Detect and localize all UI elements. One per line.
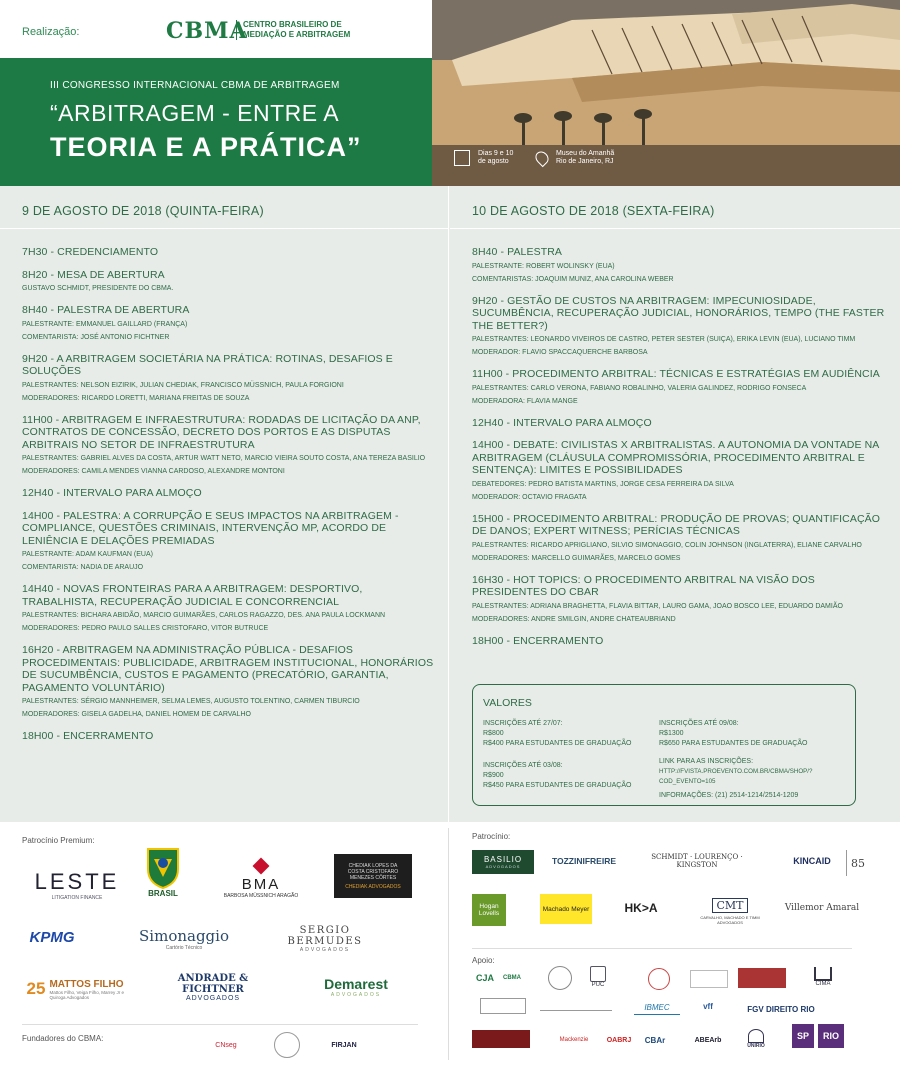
agenda-item bbox=[472, 439, 886, 503]
title-band bbox=[0, 58, 432, 186]
day1-heading: 9 DE AGOSTO DE 2018 (QUINTA-FEIRA) bbox=[22, 204, 264, 218]
cima-logo bbox=[808, 964, 838, 990]
support-logo-e-mark: vff bbox=[703, 1001, 713, 1011]
agenda-item-moderators: MODERADORES: GISELA GADELHA, DANIEL HOMEM DE CARVALHO bbox=[22, 711, 251, 718]
hka-logo bbox=[616, 898, 666, 918]
registration-link-label: LINK PARA AS INSCRIÇÕES: bbox=[659, 758, 754, 765]
agenda-item bbox=[22, 730, 434, 743]
founder-seal-icon bbox=[274, 1032, 300, 1058]
museum-photo bbox=[432, 0, 900, 186]
agenda-item bbox=[472, 513, 886, 564]
support-label: Apoio: bbox=[472, 956, 495, 965]
agenda-item-title: 11H00 - ARBITRAGEM E INFRAESTRUTURA: RODADAS DE LICITAÇÃO DA ANP, CONTRATOS DE CONCESSÃO, DECRETO DOS PORTOS E AS DISPUTAS ARBITRAIS NO SETOR DE INFRAESTRUTURA bbox=[22, 413, 421, 451]
registration-info bbox=[659, 757, 855, 801]
header bbox=[0, 0, 900, 186]
agenda-item-speakers: PALESTRANTES: BICHARA ABIDÃO, MARCIO GUIMARÃES, CARLOS RAGAZZO, DES. ANA PAULA LOCKMANN bbox=[22, 612, 386, 619]
agenda-item-title: 8H20 - MESA DE ABERTURA bbox=[22, 268, 165, 281]
ibmec-name: IBMEC bbox=[644, 1002, 670, 1012]
demarest-name: Demarest bbox=[324, 976, 388, 992]
agenda-item-speakers: GUSTAVO SCHMIDT, PRESIDENTE DO CBMA. bbox=[22, 285, 174, 292]
agenda-item-title: 8H40 - PALESTRA bbox=[472, 246, 563, 258]
event-date bbox=[454, 150, 513, 166]
agenda-item-title: 14H00 - DEBATE: CIVILISTAS X ARBITRALISTAS. A AUTONOMIA DA VONTADE NA ARBITRAGEM (CLÁUSULA COMPROMISSÓRIA, PROCEDIMENTO ARBITRAL E SENTENÇA): LIMITES E POSSIBILIDADES bbox=[472, 439, 879, 476]
price-deadline: INSCRIÇÕES ATÉ 27/07: bbox=[483, 720, 563, 727]
cbma-sub-line1: CENTRO BRASILEIRO DE bbox=[243, 20, 342, 29]
schmidt-logo bbox=[636, 852, 758, 870]
price-value: R$800 bbox=[483, 730, 504, 737]
puc-logo bbox=[586, 964, 610, 990]
mattos-25-mark: 25 bbox=[26, 979, 46, 998]
chediak-logo bbox=[334, 854, 412, 898]
agenda-item-speakers: PALESTRANTES: GABRIEL ALVES DA COSTA, ARTUR WATT NETO, MARCIO VIEIRA SOUTO COSTA, ANA TEREZA BASILIO bbox=[22, 455, 426, 462]
sponsors-label: Patrocínio: bbox=[472, 832, 511, 841]
price-student: R$450 PARA ESTUDANTES DE GRADUAÇÃO bbox=[483, 782, 632, 789]
leste-tagline: LITIGATION FINANCE bbox=[51, 895, 103, 901]
founders-label: Fundadores do CBMA: bbox=[22, 1034, 104, 1043]
anniversary-logo bbox=[846, 850, 869, 876]
agenda-item-speakers: PALESTRANTES: SÉRGIO MANNHEIMER, SELMA LEMES, AUGUSTO TOLENTINO, CARMEN TIBURCIO bbox=[22, 698, 360, 705]
day2-separator bbox=[450, 228, 900, 229]
price-student: R$400 PARA ESTUDANTES DE GRADUAÇÃO bbox=[483, 740, 632, 747]
price-value: R$1300 bbox=[659, 730, 684, 737]
cmt-logo bbox=[694, 894, 766, 928]
agenda-item-moderators: COMENTARISTAS: JOAQUIM MUNIZ, ANA CAROLINA WEBER bbox=[472, 275, 674, 283]
kpmg-name: KPMG bbox=[29, 928, 75, 946]
support-logo-a bbox=[690, 970, 728, 988]
location-pin-icon bbox=[533, 149, 551, 167]
support-logo-b bbox=[738, 968, 786, 988]
agenda-item-speakers: DEBATEDORES: PEDRO BATISTA MARTINS, JORGE CESA FERREIRA DA SILVA bbox=[472, 480, 734, 488]
day1-column bbox=[0, 186, 449, 822]
apoio-divider bbox=[472, 948, 852, 949]
agenda-item bbox=[22, 644, 434, 720]
agenda-item-title: 16H20 - ARBITRAGEM NA ADMINISTRAÇÃO PÚBLICA - DESAFIOS PROCEDIMENTAIS: PUBLICIDADE, ARBITRAGEM INSTITUCIONAL, HONORÁRIOS DE SUCUMBÊNCIA, CUSTOS E PAGAMENTO (PRECATÓRIO, GARANTIA, PAGAMENTO VOLUNTÁRIO) bbox=[22, 644, 434, 694]
event-place-line1: Museu do Amanhã bbox=[555, 150, 615, 157]
mattos-name: MATTOS FILHO bbox=[49, 978, 124, 990]
price-deadline: INSCRIÇÕES ATÉ 03/08: bbox=[483, 762, 563, 769]
cbma-small-name: CBMA bbox=[503, 975, 521, 981]
fgv-name: FGV DIREITO RIO bbox=[747, 1004, 815, 1014]
cbf-name: BRASIL bbox=[148, 888, 178, 898]
cbma-subtitle bbox=[236, 20, 363, 40]
agenda-item-title: 9H20 - GESTÃO DE CUSTOS NA ARBITRAGEM: IMPECUNIOSIDADE, SUCUMBÊNCIA, RECUPERAÇÃO JUDICIAL, HONORÁRIOS, TEMPO (THE FASTER THE BETTER?) bbox=[472, 294, 885, 332]
price-deadline: INSCRIÇÕES ATÉ 09/08: bbox=[659, 720, 739, 727]
agenda-item bbox=[22, 246, 434, 259]
premium-sponsors-label: Patrocínio Premium: bbox=[22, 836, 95, 845]
contact-info: INFORMAÇÕES: (21) 2514-1214/2514-1209 bbox=[659, 792, 799, 799]
agenda-item-moderators: MODERADORA: FLAVIA MANGE bbox=[472, 397, 578, 405]
agenda-item bbox=[22, 583, 434, 634]
day2-items bbox=[472, 246, 886, 657]
mackenzie-name: Mackenzie bbox=[559, 1037, 589, 1043]
cbar-logo bbox=[640, 1030, 670, 1050]
agenda-item-title: 11H00 - PROCEDIMENTO ARBITRAL: TÉCNICAS E ESTRATÉGIAS EM AUDIÊNCIA bbox=[472, 368, 880, 380]
header-left bbox=[0, 0, 432, 186]
sergio-bermudes-logo bbox=[260, 926, 390, 952]
day1-items bbox=[22, 246, 434, 753]
price-block-0908 bbox=[659, 719, 807, 749]
agenda-item bbox=[22, 353, 434, 404]
calendar-icon bbox=[454, 150, 470, 166]
agenda-item-speakers: PALESTRANTE: EMMANUEL GAILLARD (FRANÇA) bbox=[22, 320, 188, 328]
agenda-item-moderators: MODERADORES: CAMILA MENDES VIANNA CARDOSO, ALEXANDRE MONTONI bbox=[22, 468, 285, 475]
sponsors-section bbox=[0, 822, 900, 1066]
support-logo-e bbox=[696, 996, 720, 1016]
agenda-item-speakers: PALESTRANTES: RICARDO APRIGLIANO, SILVIO SIMONAGGIO, COLIN JOHNSON (INGLATERRA), ELIANE CARVALHO bbox=[472, 541, 862, 549]
agenda-item-moderators: MODERADORES: PEDRO PAULO SALLES CRISTOFARO, VITOR BUTRUCE bbox=[22, 625, 269, 632]
oabrj-logo bbox=[604, 1032, 634, 1048]
oabrj-name: OABRJ bbox=[606, 1036, 632, 1044]
price-block-0727 bbox=[483, 719, 631, 749]
cbf-logo bbox=[140, 836, 186, 906]
mattos-filho-logo bbox=[16, 972, 140, 1006]
abearb-name: ABEArb bbox=[694, 1036, 722, 1044]
bma-diamond-icon bbox=[253, 857, 270, 874]
hka-name: HK>A bbox=[624, 901, 658, 915]
andrade-name: ANDRADE & FICHTNER bbox=[177, 972, 249, 995]
abearb-logo bbox=[688, 1032, 728, 1048]
mackenzie-logo bbox=[548, 1032, 600, 1048]
firjan-name: FIRJAN bbox=[331, 1041, 357, 1049]
chediak-name: CHEDIAK LOPES DA COSTA CRISTOFARO MENEZES CÔRTES bbox=[347, 862, 399, 881]
kincaid-logo bbox=[782, 852, 842, 870]
rio-name: RIO bbox=[822, 1031, 839, 1041]
agenda-item-title: 18H00 - ENCERRAMENTO bbox=[22, 730, 154, 742]
event-date-line2: de agosto bbox=[477, 158, 509, 165]
cbf-shield-icon bbox=[146, 845, 180, 889]
agenda-item-moderators: MODERADORES: MARCELLO GUIMARÃES, MARCELO GOMES bbox=[472, 554, 681, 562]
anniversary-85: 85 bbox=[851, 856, 865, 870]
agenda-item-title: 12H40 - INTERVALO PARA ALMOÇO bbox=[22, 487, 202, 499]
bermudes-sub: ADVOGADOS bbox=[299, 947, 351, 953]
agenda-item-speakers: PALESTRANTES: LEONARDO VIVEIROS DE CASTRO, PETER SESTER (SUIÇA), ERIKA LEVIN (EUA), LUCIANO TIMM bbox=[472, 336, 856, 343]
demarest-sub: ADVOGADOS bbox=[330, 992, 382, 998]
congress-name: III CONGRESSO INTERNACIONAL CBMA DE ARBITRAGEM bbox=[50, 80, 340, 91]
agenda-item bbox=[472, 635, 886, 648]
event-title-line2: TEORIA E A PRÁTICA” bbox=[50, 132, 362, 162]
support-logo-d bbox=[540, 1000, 612, 1011]
chediak-sub: CHEDIAK ADVOGADOS bbox=[345, 883, 401, 890]
leste-logo bbox=[22, 868, 132, 902]
rio-logo bbox=[818, 1024, 844, 1048]
simonaggio-logo bbox=[134, 924, 234, 954]
cja-logo bbox=[472, 968, 498, 988]
demarest-logo bbox=[302, 972, 410, 1002]
agenda-item-moderators: MODERADOR: FLAVIO SPACCAQUERCHE BARBOSA bbox=[472, 349, 648, 356]
bermudes-name: SERGIO BERMUDES bbox=[287, 925, 363, 947]
support-logo-c bbox=[480, 998, 526, 1014]
agenda-item bbox=[472, 295, 886, 359]
cmt-name: CMT bbox=[712, 898, 747, 913]
price-value: R$900 bbox=[483, 772, 504, 779]
kincaid-name: KINCAID bbox=[793, 856, 831, 866]
cmt-sub: CARVALHO, MACHADO E TIMM ADVOGADOS bbox=[700, 914, 760, 925]
tozzini-name: TOZZINIFREIRE bbox=[551, 856, 617, 866]
price-student: R$650 PARA ESTUDANTES DE GRADUAÇÃO bbox=[659, 740, 808, 747]
agenda-item bbox=[472, 417, 886, 430]
agenda-item-speakers: PALESTRANTES: CARLO VERONA, FABIANO ROBALINHO, VALERIA GALINDEZ, RODRIGO FONSECA bbox=[472, 384, 807, 392]
agenda-item bbox=[22, 269, 434, 295]
tozzinifreire-logo bbox=[546, 852, 622, 870]
agenda-item-title: 12H40 - INTERVALO PARA ALMOÇO bbox=[472, 416, 652, 429]
agenda-item bbox=[22, 510, 434, 574]
kpmg-logo bbox=[22, 926, 82, 948]
agenda-item-title: 9H20 - A ARBITRAGEM SOCIETÁRIA NA PRÁTICA: ROTINAS, DESAFIOS E SOLUÇÕES bbox=[22, 352, 393, 377]
day2-heading: 10 DE AGOSTO DE 2018 (SEXTA-FEIRA) bbox=[472, 204, 715, 218]
sponsors-divider bbox=[448, 828, 449, 1060]
day2-column bbox=[450, 186, 900, 822]
cbma-sub-line2: MEDIAÇÃO E ARBITRAGEM bbox=[243, 30, 351, 39]
cnseg-name: CNseg bbox=[215, 1041, 237, 1049]
agenda-item-moderators: MODERADORES: ANDRE SMILGIN, ANDRE CHATEAUBRIAND bbox=[472, 615, 676, 623]
cnseg-logo bbox=[206, 1034, 246, 1056]
agenda-item-speakers: PALESTRANTES: NELSON EIZIRIK, JULIAN CHEDIAK, FRANCISCO MÜSSNICH, PAULA FORGIONI bbox=[22, 381, 344, 389]
puc-crest-icon bbox=[590, 966, 606, 982]
agenda-item-title: 18H00 - ENCERRAMENTO bbox=[472, 634, 604, 647]
machado-meyer-logo bbox=[540, 894, 592, 924]
event-title-line1: “ARBITRAGEM - ENTRE A bbox=[50, 100, 340, 126]
cima-mark-icon bbox=[814, 967, 832, 981]
schmidt-name: SCHMIDT · LOURENÇO · KINGSTON bbox=[651, 853, 743, 869]
agenda-item-moderators: MODERADOR: OCTAVIO FRAGATA bbox=[472, 493, 587, 501]
registration-link[interactable]: HTTP://FVISTA.PROEVENTO.COM.BR/CBMA/SHOP/?COD_EVENTO=105 bbox=[659, 768, 813, 785]
cima-name: CIMA bbox=[815, 981, 831, 987]
cbma-small-logo bbox=[500, 970, 524, 986]
agenda-item-title: 16H30 - HOT TOPICS: O PROCEDIMENTO ARBITRAL NA VISÃO DOS PRESIDENTES DO CBAR bbox=[472, 573, 815, 598]
cbar-name: CBAr bbox=[644, 1035, 666, 1045]
agenda-item-speakers: PALESTRANTE: ADAM KAUFMAN (EUA) bbox=[22, 551, 153, 558]
event-place-line2: Rio de Janeiro, RJ bbox=[555, 158, 614, 165]
schedule bbox=[0, 186, 900, 822]
agenda-item-moderators: COMENTARISTA: NADIA DE ARAUJO bbox=[22, 564, 144, 571]
basilio-name: BASILIO bbox=[483, 855, 523, 864]
mattos-sub: Mattos Filho, Veiga Filho, Marrey Jr e Quiroga Advogados bbox=[49, 989, 124, 1000]
event-place bbox=[536, 150, 614, 166]
cja-name: CJA bbox=[475, 973, 494, 983]
simonaggio-sub: Cartório Técnico bbox=[165, 945, 203, 951]
agenda-item-title: 7H30 - CREDENCIAMENTO bbox=[22, 246, 159, 258]
basilio-logo bbox=[472, 850, 534, 874]
andrade-fichtner-logo bbox=[150, 972, 276, 1002]
seal-2-icon bbox=[648, 968, 670, 990]
sp-logo bbox=[792, 1024, 814, 1048]
event-date-line1: Dias 9 e 10 bbox=[477, 150, 514, 157]
valores-box bbox=[472, 684, 856, 806]
cbma-logo: CBMA bbox=[166, 18, 248, 44]
agenda-item-moderators: COMENTARISTA: JOSÉ ANTONIO FICHTNER bbox=[22, 333, 170, 341]
hogan-name: Hogan Lovells bbox=[478, 903, 500, 917]
support-logo-f bbox=[472, 1030, 530, 1048]
bma-name: BMA bbox=[241, 875, 281, 893]
agenda-item bbox=[472, 246, 886, 285]
fgv-logo bbox=[734, 1002, 828, 1016]
bma-logo bbox=[206, 858, 316, 900]
price-block-0308 bbox=[483, 761, 631, 791]
valores-title: VALORES bbox=[483, 697, 532, 709]
agenda-item bbox=[22, 414, 434, 478]
ibmec-logo bbox=[634, 1000, 680, 1015]
agenda-item-title: 8H40 - PALESTRA DE ABERTURA bbox=[22, 304, 190, 316]
villemor-name: Villemor Amaral bbox=[784, 903, 860, 913]
unirio-crest-icon bbox=[748, 1029, 764, 1043]
firjan-logo bbox=[314, 1034, 374, 1056]
agenda-item bbox=[472, 574, 886, 625]
agenda-item bbox=[472, 368, 886, 407]
realizacao-label: Realização: bbox=[22, 26, 80, 38]
hogan-lovells-logo bbox=[472, 894, 506, 926]
machado-name: Machado Meyer bbox=[542, 905, 590, 913]
agenda-item-title: 14H00 - PALESTRA: A CORRUPÇÃO E SEUS IMPACTOS NA ARBITRAGEM - COMPLIANCE, QUESTÕES CRIMINAIS, INTERVENÇÃO MP, ACORDO DE LENIÊNCIA E DELAÇÕES PREMIADAS bbox=[22, 509, 399, 547]
agenda-item-title: 15H00 - PROCEDIMENTO ARBITRAL: PRODUÇÃO DE PROVAS; QUANTIFICAÇÃO DE DANOS; EXPERT WITNESS; PERÍCIAS TÉCNICAS bbox=[472, 512, 881, 537]
seal-1-icon bbox=[548, 966, 572, 990]
unirio-name: UNIRIO bbox=[747, 1043, 765, 1049]
puc-name: PUC bbox=[591, 982, 605, 988]
agenda-item-speakers: PALESTRANTES: ADRIANA BRAGHETTA, FLAVIA BITTAR, LAURO GAMA, JOAO BOSCO LEE, EDUARDO DAMIÃO bbox=[472, 602, 843, 610]
villemor-logo bbox=[774, 898, 870, 918]
simonaggio-name: Simonaggio bbox=[139, 927, 229, 945]
bma-fullname: BARBOSA MÜSSNICH ARAGÃO bbox=[223, 892, 299, 899]
agenda-item bbox=[22, 487, 434, 500]
sp-name: SP bbox=[796, 1031, 809, 1041]
agenda-item-speakers: PALESTRANTE: ROBERT WOLINSKY (EUA) bbox=[472, 262, 615, 270]
basilio-sub: ADVOGADOS bbox=[485, 864, 521, 869]
andrade-sub: ADVOGADOS bbox=[185, 994, 241, 1002]
unirio-logo bbox=[740, 1026, 772, 1052]
founders-divider bbox=[22, 1024, 418, 1025]
day1-separator bbox=[0, 228, 448, 229]
leste-name: LESTE bbox=[34, 869, 120, 894]
agenda-item bbox=[22, 304, 434, 343]
agenda-item-title: 14H40 - NOVAS FRONTEIRAS PARA A ARBITRAGEM: DESPORTIVO, TRABALHISTA, RECUPERAÇÃO JUDICIAL E CONCORRENCIAL bbox=[22, 583, 363, 608]
agenda-item-moderators: MODERADORES: RICARDO LORETTI, MARIANA FREITAS DE SOUZA bbox=[22, 394, 250, 402]
